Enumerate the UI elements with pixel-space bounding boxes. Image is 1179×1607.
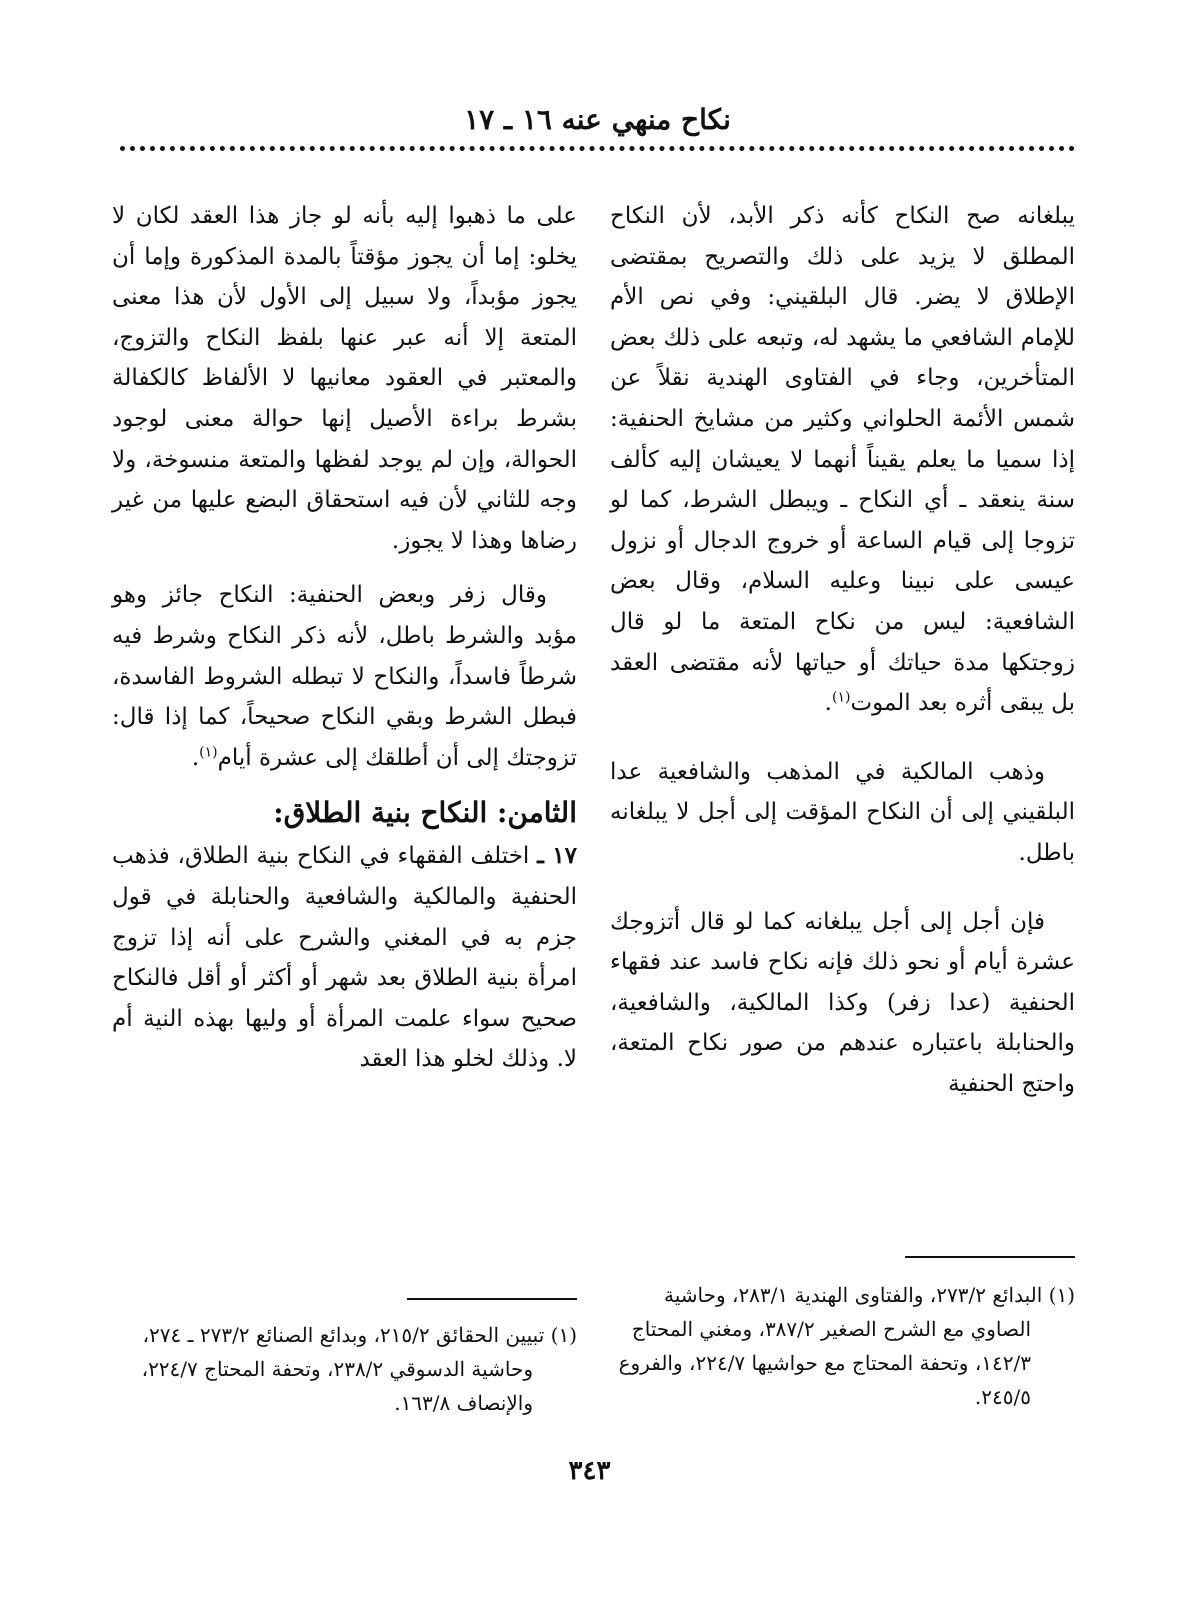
left-paragraph-1: على ما ذهبوا إليه بأنه لو جاز هذا العقد لكان لا يخلو: إما أن يجوز مؤقتاً بالمدة المذكورة وإما أن يجوز مؤبداً، ولا سبيل إلى الأول لأن هذا معنى المتعة إلا أنه عبر عنها بلفظ النكاح والتزوج، والمعتبر في العقود معانيها لا الألفاظ كالكفالة بشرط براءة الأصيل إنها حوالة معنى لوجود الحوالة، وإن لم يوجد لفظها والمتعة منسوخة، ولا وجه للثاني لأن فيه استحقاق البضع عليها من غير رضاها وهذا لا يجوز.: [112, 203, 577, 554]
right-column: [610, 196, 1075, 1104]
left-footnote-rule: [407, 1298, 577, 1300]
page-number: ٣٤٣: [568, 1456, 611, 1486]
right-paragraph-1: [610, 196, 1075, 724]
left-paragraph-2-end: .: [191, 744, 200, 771]
footnote-ref: (١): [199, 744, 218, 761]
left-footnotes: [112, 1318, 577, 1420]
header-dotted-rule: [120, 146, 1075, 151]
left-footnote-1: (١) تبيين الحقائق ٢١٥/٢، وبدائع الصنائع ٢٧٣/٢ ـ ٢٧٤، وحاشية الدسوقي ٢٣٨/٢، وتحفة المحتاج ٢٢٤/٧، والإنصاف ١٦٣/٨.: [141, 1323, 577, 1415]
running-header: [120, 100, 1075, 140]
right-footnote-rule: [905, 1256, 1075, 1258]
left-column: [112, 196, 577, 1080]
right-paragraph-1-end: .: [824, 690, 832, 717]
footnote-ref: (١): [831, 689, 851, 706]
right-paragraph-1-text: يبلغانه صح النكاح كأنه ذكر الأبد، لأن النكاح المطلق لا يزيد على ذلك والتصريح بمقتضى الإطلاق لا يضر. قال البلقيني: وفي نص الأم للإمام الشافعي ما يشهد له، وتبعه على ذلك بعض المتأخرين، وجاء في الفتاوى الهندية نقلاً عن شمس الأئمة الحلواني وكثير من مشايخ الحنفية: إذا سميا ما يعلم يقيناً أنهما لا يعيشان إليه كألف سنة ينعقد ـ أي النكاح ـ ويبطل الشرط، كما لو تزوجا إلى قيام الساعة أو خروج الدجال أو نزول عيسى على نبينا وعليه السلام، وقال بعض الشافعية: ليس من نكاح المتعة ما لو قال زوجتكها مدة حياتك أو حياتها لأنه مقتضى العقد بل يبقى أثره بعد الموت: [610, 203, 1075, 717]
left-paragraph-2-text: وقال زفر وبعض الحنفية: النكاح جائز وهو مؤبد والشرط باطل، لأنه ذكر النكاح وشرط فيه شرطاً فاسداً، والنكاح لا تبطله الشروط الفاسدة، فبطل الشرط وبقي النكاح صحيحاً، كما إذا قال: تزوجتك إلى أن أطلقك إلى عشرة أيام: [112, 582, 577, 771]
section-heading: الثامن: النكاح بنية الطلاق:: [273, 796, 577, 830]
paragraph-number: ١٧ ـ: [537, 842, 578, 870]
running-title: نكاح منهي عنه ١٦ ـ ١٧: [464, 103, 731, 136]
right-footnote-1: (١) البدائع ٢٧٣/٢، والفتاوى الهندية ٢٨٣/١، وحاشية الصاوي مع الشرح الصغير ٣٨٧/٢، ومغني المحتاج ١٤٢/٣، وتحفة المحتاج مع حواشيها ٢٢٤/٧، والفروع ٢٤٥/٥.: [618, 1283, 1075, 1409]
right-footnotes: [610, 1278, 1075, 1414]
right-paragraph-2: وذهب المالكية في المذهب والشافعية عدا البلقيني إلى أن النكاح المؤقت إلى أجل لا يبلغانه باطل.: [610, 758, 1075, 866]
left-paragraph-2: [112, 575, 577, 778]
left-paragraph-3: [112, 836, 577, 1080]
right-paragraph-3: فإن أجل إلى أجل يبلغانه كما لو قال أتزوجك عشرة أيام أو نحو ذلك فإنه نكاح فاسد عند فقهاء الحنفية (عدا زفر) وكذا المالكية، والشافعية، والحنابلة باعتباره عندهم من صور نكاح المتعة، واحتج الحنفية: [610, 908, 1075, 1097]
left-paragraph-3-text: اختلف الفقهاء في النكاح بنية الطلاق، فذهب الحنفية والمالكية والشافعية والحنابلة في قول جزم به في المغني والشرح على أنه إذا تزوج امرأة بنية الطلاق بعد شهر أو أكثر أو أقل فالنكاح صحيح سواء علمت المرأة أو وليها بهذه النية أم لا. وذلك لخلو هذا العقد: [112, 843, 577, 1073]
